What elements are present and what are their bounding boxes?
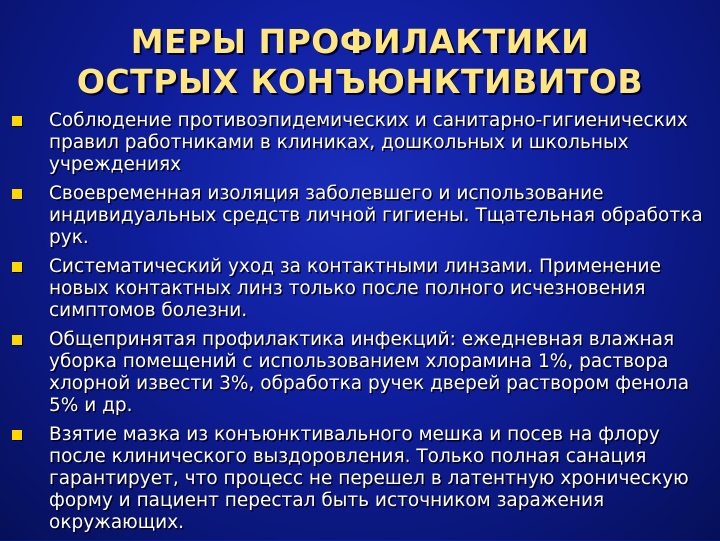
slide-title-line-2: ОСТРЫХ КОНЪЮНКТИВИТОВ bbox=[76, 62, 644, 101]
bullet-item bbox=[12, 329, 712, 417]
square-bullet-icon bbox=[12, 430, 22, 440]
slide-title bbox=[0, 22, 720, 102]
bullet-list bbox=[12, 110, 712, 541]
bullet-text: Взятие мазка из конъюнктивального мешка и посев на флору после клинического выздоровления. Только полная санация гарантирует, что процесс не перешел в латентную хроническую форму и пациент перестал быть источником заражения окружающих. bbox=[49, 424, 689, 533]
bullet-text: Соблюдение противоэпидемических и санитарно-гигиенических правил работниками в клиниках, дошкольных и школьных учреждениях bbox=[49, 110, 688, 175]
bullet-item bbox=[12, 110, 712, 176]
square-bullet-icon bbox=[12, 335, 22, 345]
square-bullet-icon bbox=[12, 116, 22, 126]
slide-title-line-1: МЕРЫ ПРОФИЛАКТИКИ bbox=[130, 22, 590, 61]
bullet-item bbox=[12, 424, 712, 534]
bullet-text: Своевременная изоляция заболевшего и использование индивидуальных средств личной гигиены. Тщательная обработка рук. bbox=[49, 183, 703, 248]
square-bullet-icon bbox=[12, 262, 22, 272]
bullet-text: Общепринятая профилактика инфекций: ежедневная влажная уборка помещений с использованием хлорамина 1%, раствора хлорной извести 3%, обработка ручек дверей раствором фенола 5% и др. bbox=[49, 329, 690, 416]
bullet-item bbox=[12, 256, 712, 322]
square-bullet-icon bbox=[12, 189, 22, 199]
bullet-text: Систематический уход за контактными линзами. Применение новых контактных линз только после полного исчезновения симптомов болезни. bbox=[49, 256, 661, 321]
bullet-item bbox=[12, 183, 712, 249]
